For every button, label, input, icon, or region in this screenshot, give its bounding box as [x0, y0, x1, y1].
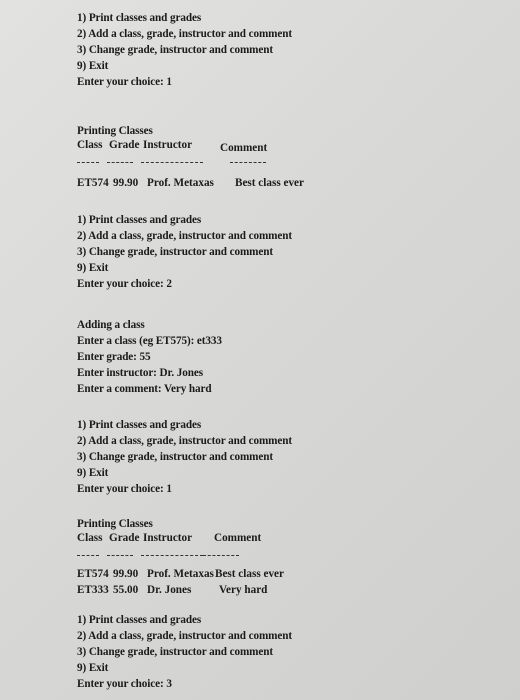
underline-grade — [107, 555, 133, 556]
menu-option-exit: 9) Exit — [77, 467, 109, 479]
menu-option-change: 3) Change grade, instructor and comment — [77, 246, 274, 258]
instructor-prompt: Enter instructor: Dr. Jones — [77, 367, 203, 379]
menu-option-exit: 9) Exit — [77, 662, 109, 674]
choice-prompt: Enter your choice: 1 — [77, 483, 172, 495]
menu-option-add: 2) Add a class, grade, instructor and comment — [77, 230, 292, 242]
menu-option-print: 1) Print classes and grades — [77, 12, 202, 24]
cell-instructor: Prof. Metaxas — [147, 177, 214, 189]
table-row — [77, 177, 337, 193]
underline-instructor — [141, 555, 203, 556]
header-class: Class — [77, 139, 103, 151]
menu-option-change: 3) Change grade, instructor and comment — [77, 451, 274, 463]
menu-option-add: 2) Add a class, grade, instructor and comment — [77, 630, 292, 642]
menu-option-print: 1) Print classes and grades — [77, 614, 202, 626]
table-header — [77, 532, 337, 548]
underline-comment — [203, 555, 239, 556]
underline-comment — [230, 162, 266, 163]
print-block-1 — [77, 123, 337, 193]
header-grade: Grade — [109, 139, 140, 151]
cell-grade: 99.90 — [113, 568, 139, 580]
choice-prompt: Enter your choice: 2 — [77, 278, 172, 290]
cell-grade: 55.00 — [113, 584, 139, 596]
adding-title: Adding a class — [77, 319, 145, 331]
cell-instructor: Prof. Metaxas — [147, 568, 214, 580]
menu-block-4 — [77, 612, 292, 692]
menu-option-exit: 9) Exit — [77, 262, 109, 274]
header-comment: Comment — [220, 142, 268, 154]
underline-instructor — [141, 162, 203, 163]
menu-option-change: 3) Change grade, instructor and comment — [77, 44, 274, 56]
underline-class — [77, 555, 99, 556]
cell-class: ET574 — [77, 177, 109, 189]
cell-class: ET574 — [77, 568, 109, 580]
header-instructor: Instructor — [143, 532, 193, 544]
header-instructor: Instructor — [143, 139, 193, 151]
menu-option-add: 2) Add a class, grade, instructor and comment — [77, 28, 292, 40]
menu-option-exit: 9) Exit — [77, 60, 109, 72]
menu-block-3 — [77, 417, 292, 497]
cell-comment: Very hard — [219, 584, 268, 596]
cell-grade: 99.90 — [113, 177, 139, 189]
underline-class — [77, 162, 99, 163]
header-underline-row — [77, 155, 337, 171]
print-title: Printing Classes — [77, 518, 153, 530]
class-prompt: Enter a class (eg ET575): et333 — [77, 335, 222, 347]
menu-option-add: 2) Add a class, grade, instructor and comment — [77, 435, 292, 447]
grade-prompt: Enter grade: 55 — [77, 351, 151, 363]
print-title: Printing Classes — [77, 125, 153, 137]
header-comment: Comment — [214, 532, 262, 544]
menu-option-print: 1) Print classes and grades — [77, 214, 202, 226]
header-class: Class — [77, 532, 103, 544]
table-row — [77, 568, 337, 584]
table-header — [77, 139, 337, 155]
menu-option-print: 1) Print classes and grades — [77, 419, 202, 431]
cell-comment: Best class ever — [235, 177, 304, 189]
adding-block — [77, 317, 222, 397]
menu-block-1 — [77, 10, 292, 90]
header-underline-row — [77, 548, 337, 564]
cell-class: ET333 — [77, 584, 109, 596]
print-block-2 — [77, 516, 337, 600]
header-grade: Grade — [109, 532, 140, 544]
underline-grade — [107, 162, 133, 163]
cell-instructor: Dr. Jones — [147, 584, 192, 596]
menu-option-change: 3) Change grade, instructor and comment — [77, 646, 274, 658]
choice-prompt: Enter your choice: 1 — [77, 76, 172, 88]
comment-prompt: Enter a comment: Very hard — [77, 383, 212, 395]
table-row — [77, 584, 337, 600]
menu-block-2 — [77, 212, 292, 292]
choice-prompt: Enter your choice: 3 — [77, 678, 172, 690]
cell-comment: Best class ever — [215, 568, 284, 580]
